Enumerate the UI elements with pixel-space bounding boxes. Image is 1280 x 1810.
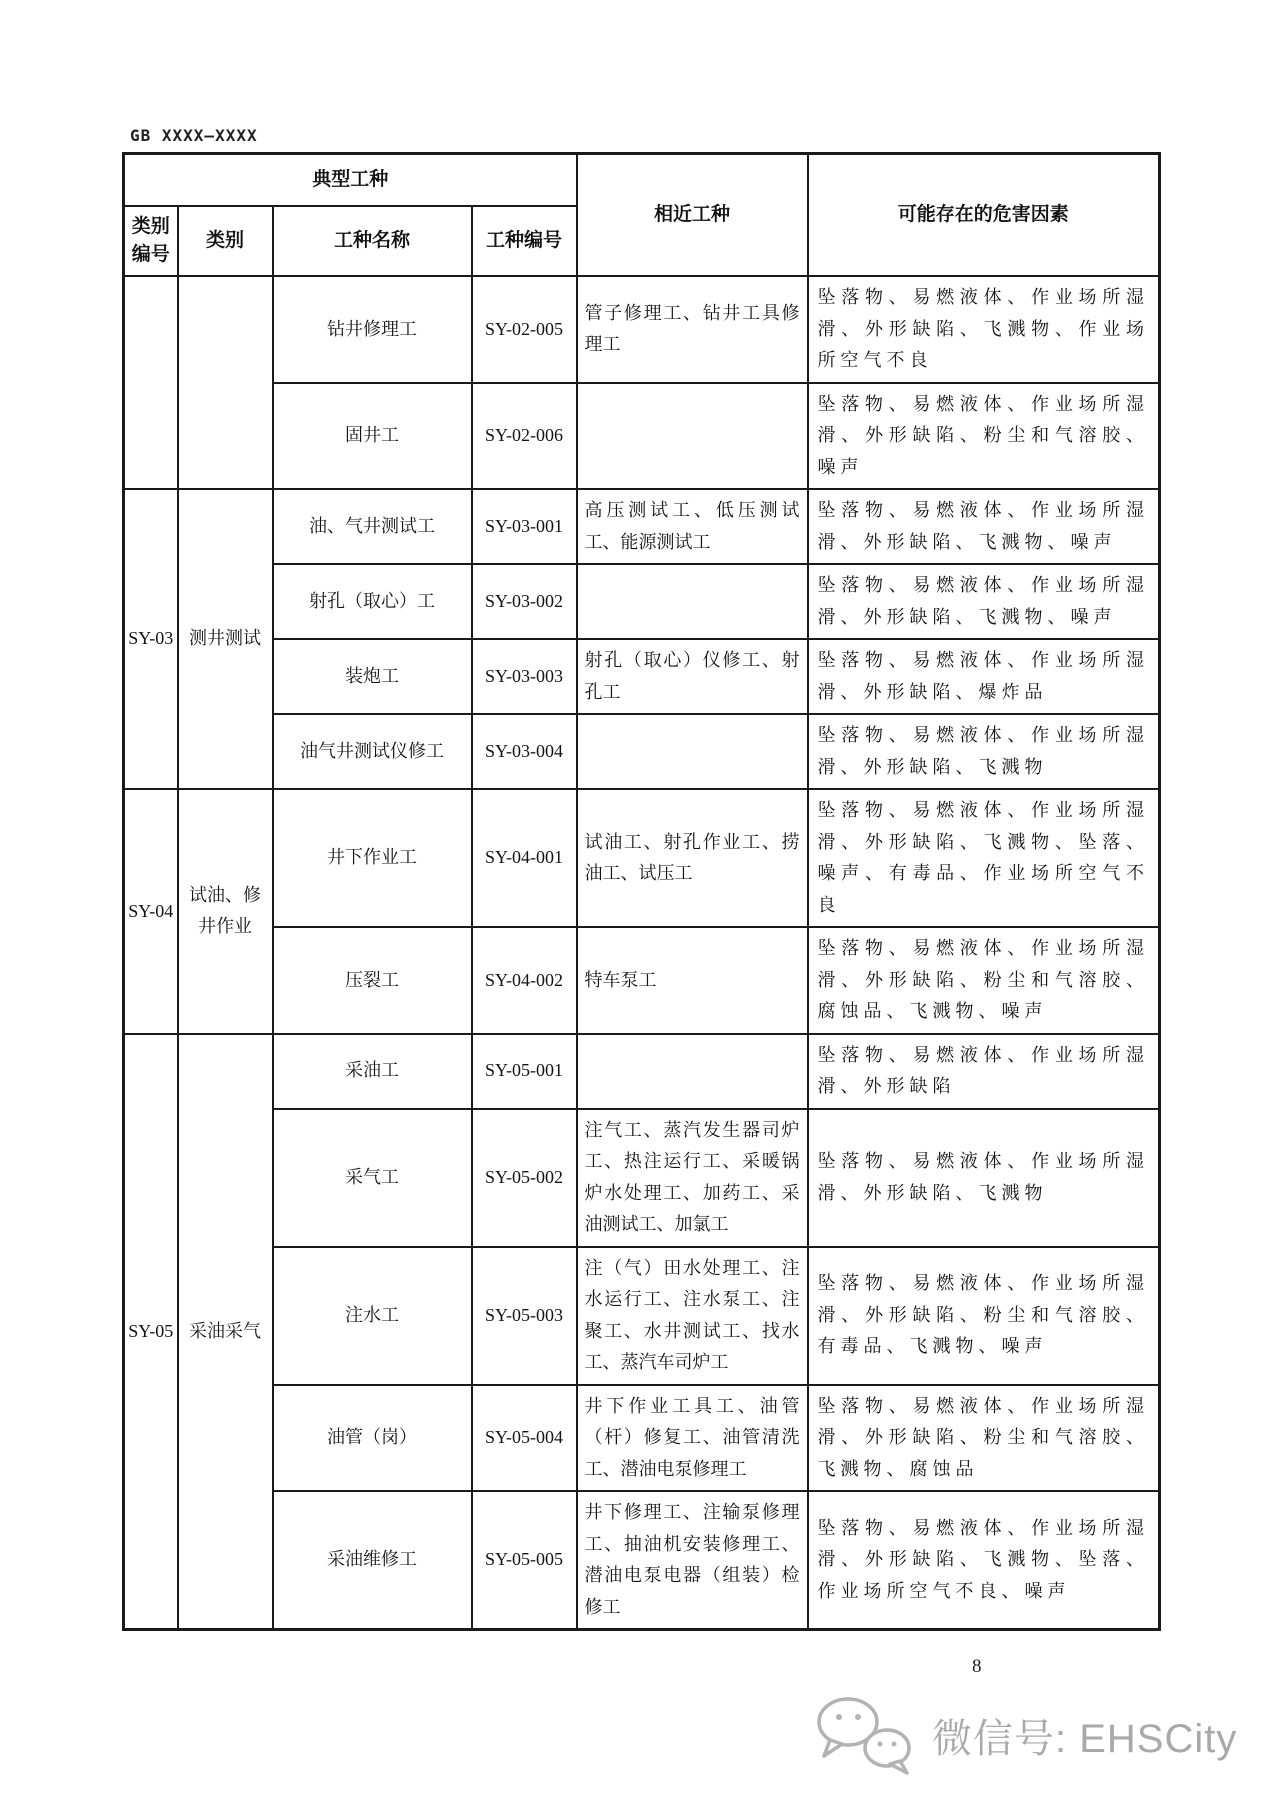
- hazards-cell: 坠落物、易燃液体、作业场所湿滑、外形缺陷、飞溅物: [808, 1109, 1160, 1247]
- job-name-cell: 采气工: [273, 1109, 472, 1247]
- hazards-cell: 坠落物、易燃液体、作业场所湿滑、外形缺陷、粉尘和气溶胶、噪声: [808, 383, 1160, 490]
- job-code-cell: SY-03-004: [472, 714, 577, 789]
- similar-jobs-cell: [577, 564, 808, 639]
- similar-jobs-cell: 高压测试工、低压测试工、能源测试工: [577, 489, 808, 564]
- job-code-cell: SY-03-002: [472, 564, 577, 639]
- job-code-cell: SY-04-002: [472, 927, 577, 1034]
- job-code-cell: SY-03-003: [472, 639, 577, 714]
- category-number-cell: SY-03: [124, 489, 178, 789]
- table-row: [124, 1491, 1160, 1630]
- job-code-cell: SY-05-002: [472, 1109, 577, 1247]
- similar-jobs-cell: 管子修理工、钻井工具修理工: [577, 276, 808, 383]
- job-name-cell: 装炮工: [273, 639, 472, 714]
- similar-jobs-cell: [577, 1034, 808, 1109]
- table-row: [124, 1034, 1160, 1109]
- category-number-cell: SY-05: [124, 1034, 178, 1630]
- similar-jobs-cell: 井下作业工具工、油管（杆）修复工、油管清洗工、潜油电泵修理工: [577, 1385, 808, 1492]
- table-row: [124, 276, 1160, 383]
- job-name-cell: 钻井修理工: [273, 276, 472, 383]
- table-row: [124, 789, 1160, 927]
- hazards-cell: 坠落物、易燃液体、作业场所湿滑、外形缺陷、飞溅物、噪声: [808, 564, 1160, 639]
- table-row: [124, 639, 1160, 714]
- hazards-cell: 坠落物、易燃液体、作业场所湿滑、外形缺陷: [808, 1034, 1160, 1109]
- table-row: [124, 383, 1160, 490]
- hazards-cell: 坠落物、易燃液体、作业场所湿滑、外形缺陷、粉尘和气溶胶、有毒品、飞溅物、噪声: [808, 1247, 1160, 1385]
- hazards-cell: 坠落物、易燃液体、作业场所湿滑、外形缺陷、粉尘和气溶胶、腐蚀品、飞溅物、噪声: [808, 927, 1160, 1034]
- page-number: 8: [972, 1656, 982, 1677]
- hazards-cell: 坠落物、易燃液体、作业场所湿滑、外形缺陷、粉尘和气溶胶、飞溅物、腐蚀品: [808, 1385, 1160, 1492]
- job-name-cell: 射孔（取心）工: [273, 564, 472, 639]
- similar-jobs-cell: 井下修理工、注输泵修理工、抽油机安装修理工、潜油电泵电器（组装）检修工: [577, 1491, 808, 1630]
- table-row: [124, 564, 1160, 639]
- similar-jobs-cell: 注（气）田水处理工、注水运行工、注水泵工、注聚工、水井测试工、找水工、蒸汽车司炉工: [577, 1247, 808, 1385]
- table-row: [124, 1109, 1160, 1247]
- job-hazard-table: [122, 152, 1161, 1631]
- category-name-cell: 试油、修井作业: [178, 789, 273, 1034]
- category-number-cell: [124, 276, 178, 489]
- job-name-cell: 注水工: [273, 1247, 472, 1385]
- category-number-cell: SY-04: [124, 789, 178, 1034]
- table-row: [124, 1385, 1160, 1492]
- table-header-row-top: [124, 154, 1160, 207]
- job-code-cell: SY-05-005: [472, 1491, 577, 1630]
- table-row: [124, 489, 1160, 564]
- job-name-cell: 采油工: [273, 1034, 472, 1109]
- watermark: [812, 1692, 1237, 1778]
- header-category-number: 类别编号: [124, 206, 178, 276]
- header-category: 类别: [178, 206, 273, 276]
- header-hazards: 可能存在的危害因素: [808, 154, 1160, 277]
- category-name-cell: [178, 276, 273, 489]
- job-code-cell: SY-05-004: [472, 1385, 577, 1492]
- job-code-cell: SY-02-006: [472, 383, 577, 490]
- job-name-cell: 油、气井测试工: [273, 489, 472, 564]
- watermark-text: 微信号: EHSCity: [932, 1716, 1238, 1761]
- job-code-cell: SY-05-003: [472, 1247, 577, 1385]
- header-job-code: 工种编号: [472, 206, 577, 276]
- table-row: [124, 1247, 1160, 1385]
- hazards-cell: 坠落物、易燃液体、作业场所湿滑、外形缺陷、飞溅物、噪声: [808, 489, 1160, 564]
- job-name-cell: 固井工: [273, 383, 472, 490]
- similar-jobs-cell: [577, 714, 808, 789]
- hazards-cell: 坠落物、易燃液体、作业场所湿滑、外形缺陷、飞溅物、坠落、作业场所空气不良、噪声: [808, 1491, 1160, 1630]
- job-name-cell: 压裂工: [273, 927, 472, 1034]
- category-name-cell: 采油采气: [178, 1034, 273, 1630]
- header-job-name: 工种名称: [273, 206, 472, 276]
- similar-jobs-cell: 试油工、射孔作业工、捞油工、试压工: [577, 789, 808, 927]
- header-typical-jobs: 典型工种: [124, 154, 577, 207]
- job-code-cell: SY-02-005: [472, 276, 577, 383]
- job-code-cell: SY-03-001: [472, 489, 577, 564]
- hazards-cell: 坠落物、易燃液体、作业场所湿滑、外形缺陷、飞溅物: [808, 714, 1160, 789]
- similar-jobs-cell: 特车泵工: [577, 927, 808, 1034]
- category-name-cell: 测井测试: [178, 489, 273, 789]
- doc-code: GB XXXX—XXXX: [130, 126, 258, 145]
- job-name-cell: 井下作业工: [273, 789, 472, 927]
- job-code-cell: SY-04-001: [472, 789, 577, 927]
- job-name-cell: 采油维修工: [273, 1491, 472, 1630]
- similar-jobs-cell: [577, 383, 808, 490]
- hazards-cell: 坠落物、易燃液体、作业场所湿滑、外形缺陷、飞溅物、作业场所空气不良: [808, 276, 1160, 383]
- wechat-icon: [812, 1692, 918, 1778]
- header-similar-jobs: 相近工种: [577, 154, 808, 277]
- job-name-cell: 油管（岗）: [273, 1385, 472, 1492]
- table-row: [124, 714, 1160, 789]
- job-name-cell: 油气井测试仪修工: [273, 714, 472, 789]
- hazards-cell: 坠落物、易燃液体、作业场所湿滑、外形缺陷、爆炸品: [808, 639, 1160, 714]
- similar-jobs-cell: 射孔（取心）仪修工、射孔工: [577, 639, 808, 714]
- table-row: [124, 927, 1160, 1034]
- hazards-cell: 坠落物、易燃液体、作业场所湿滑、外形缺陷、飞溅物、坠落、噪声、有毒品、作业场所空气不良: [808, 789, 1160, 927]
- job-code-cell: SY-05-001: [472, 1034, 577, 1109]
- similar-jobs-cell: 注气工、蒸汽发生器司炉工、热注运行工、采暖锅炉水处理工、加药工、采油测试工、加氯工: [577, 1109, 808, 1247]
